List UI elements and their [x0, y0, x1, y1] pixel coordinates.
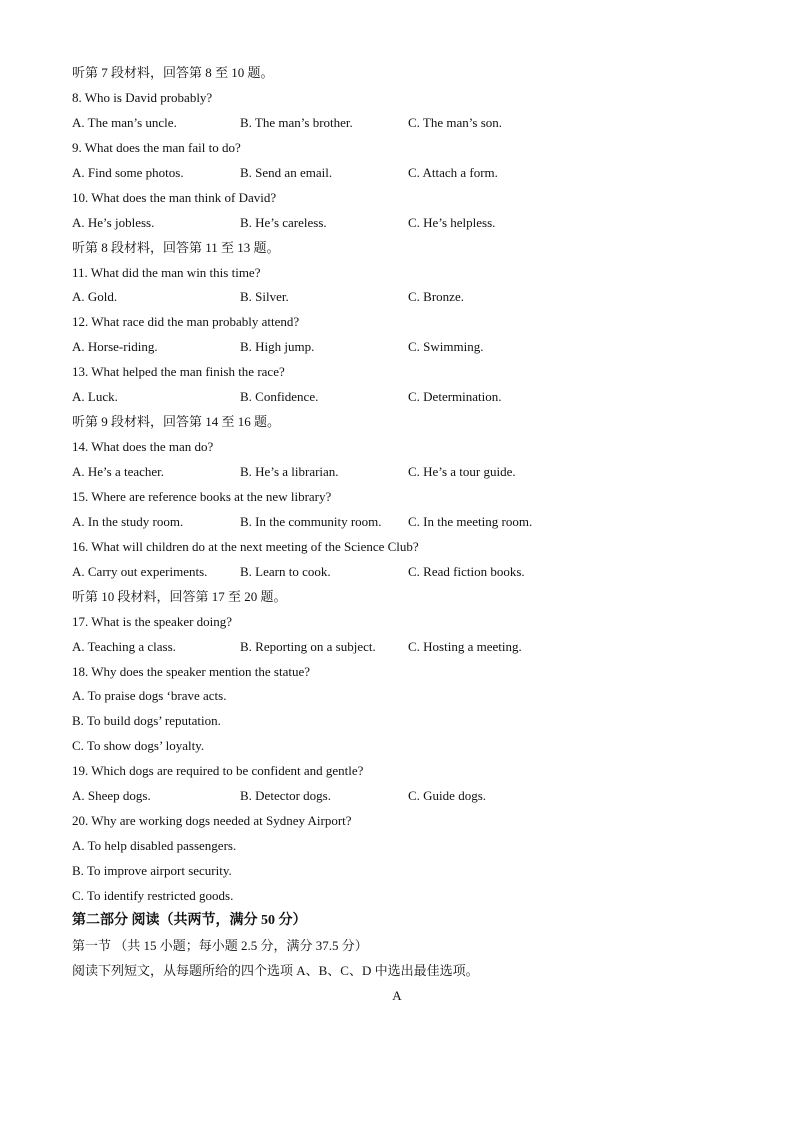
option-b: B. In the community room. — [240, 513, 382, 529]
section-heading: 第二部分 阅读（共两节，满分 50 分） — [72, 912, 307, 928]
text-line: C. To show dogs’ loyalty. — [72, 738, 205, 754]
option-a: A. He’s jobless. — [72, 214, 155, 230]
text-line: B. To improve airport security. — [72, 863, 232, 878]
question: 13. What helped the man finish the race? — [72, 364, 285, 380]
option-c: C. Read fiction books. — [408, 563, 525, 579]
text-line: 听第 7 段材料，回答第 8 至 10 题。 — [72, 65, 274, 80]
option-b: B. He’s careless. — [240, 214, 327, 230]
question: 16. What will children do at the next meeting of the Science Club? — [72, 538, 419, 554]
option-a: A. In the study room. — [72, 513, 184, 529]
option-b: B. The man’s brother. — [240, 114, 353, 130]
question: 17. What is the speaker doing? — [72, 613, 233, 629]
option-c: C. Swimming. — [408, 339, 484, 355]
question: 14. What does the man do? — [72, 439, 214, 455]
options-row — [72, 560, 732, 585]
options-row — [72, 460, 732, 485]
options-row — [72, 285, 732, 310]
option-c: C. Determination. — [408, 389, 502, 405]
question: 19. Which dogs are required to be confident and gentle? — [72, 763, 364, 779]
text-line: 听第 8 段材料，回答第 11 至 13 题。 — [72, 239, 280, 255]
option-b: B. He’s a librarian. — [240, 464, 339, 479]
option-b: B. Detector dogs. — [240, 788, 331, 804]
option-c: C. He’s a tour guide. — [408, 464, 516, 479]
option-a: A. Gold. — [72, 289, 118, 305]
question: 12. What race did the man probably attend? — [72, 314, 300, 330]
options-row — [72, 211, 732, 236]
option-a: A. Sheep dogs. — [72, 788, 151, 804]
text-line: 听第 10 段材料，回答第 17 至 20 题。 — [72, 588, 287, 604]
option-a: A. Horse-riding. — [72, 339, 158, 355]
options-row — [72, 161, 732, 186]
text-line: 听第 9 段材料，回答第 14 至 16 题。 — [72, 414, 281, 430]
options-row — [72, 111, 732, 136]
options-row — [72, 385, 732, 410]
options-row — [72, 635, 732, 660]
text-line: A. To praise dogs ‘brave acts. — [72, 688, 227, 704]
option-c: C. He’s helpless. — [408, 214, 496, 230]
exam-content — [72, 61, 732, 1009]
option-a: A. Find some photos. — [72, 164, 184, 180]
option-c: C. Guide dogs. — [408, 788, 486, 804]
option-b: B. Silver. — [240, 289, 289, 305]
text-line: 第一节 （共 15 小题；每小题 2.5 分，满分 37.5 分） — [72, 937, 368, 953]
question: 20. Why are working dogs needed at Sydney Airport? — [72, 813, 352, 829]
text-line: B. To build dogs’ reputation. — [72, 713, 221, 729]
text-line: A. To help disabled passengers. — [72, 838, 237, 854]
option-c: C. Bronze. — [408, 289, 464, 305]
text-line: C. To identify restricted goods. — [72, 887, 234, 903]
options-row — [72, 784, 732, 809]
question: 15. Where are reference books at the new library? — [72, 488, 332, 504]
option-a: A. Teaching a class. — [72, 638, 176, 654]
text-line: 阅读下列短文，从每题所给的四个选项 A、B、C、D 中选出最佳选项。 — [72, 962, 479, 978]
options-row — [72, 335, 732, 360]
options-row — [72, 510, 732, 535]
option-c: C. In the meeting room. — [408, 513, 533, 529]
question: 18. Why does the speaker mention the statue? — [72, 663, 311, 679]
question: 9. What does the man fail to do? — [72, 139, 241, 155]
option-c: C. Hosting a meeting. — [408, 638, 522, 654]
question: 10. What does the man think of David? — [72, 189, 277, 205]
option-a: A. Luck. — [72, 389, 118, 405]
passage-label: A — [392, 987, 402, 1003]
option-c: C. The man’s son. — [408, 114, 503, 130]
option-b: B. Learn to cook. — [240, 563, 331, 579]
option-b: B. Confidence. — [240, 389, 319, 405]
option-a: A. Carry out experiments. — [72, 563, 208, 579]
option-a: A. He’s a teacher. — [72, 464, 165, 479]
question: 11. What did the man win this time? — [72, 264, 261, 280]
option-b: B. Send an email. — [240, 164, 333, 180]
option-c: C. Attach a form. — [408, 164, 498, 180]
option-b: B. Reporting on a subject. — [240, 638, 376, 654]
question: 8. Who is David probably? — [72, 89, 213, 105]
option-b: B. High jump. — [240, 339, 315, 355]
option-a: A. The man’s uncle. — [72, 114, 177, 130]
